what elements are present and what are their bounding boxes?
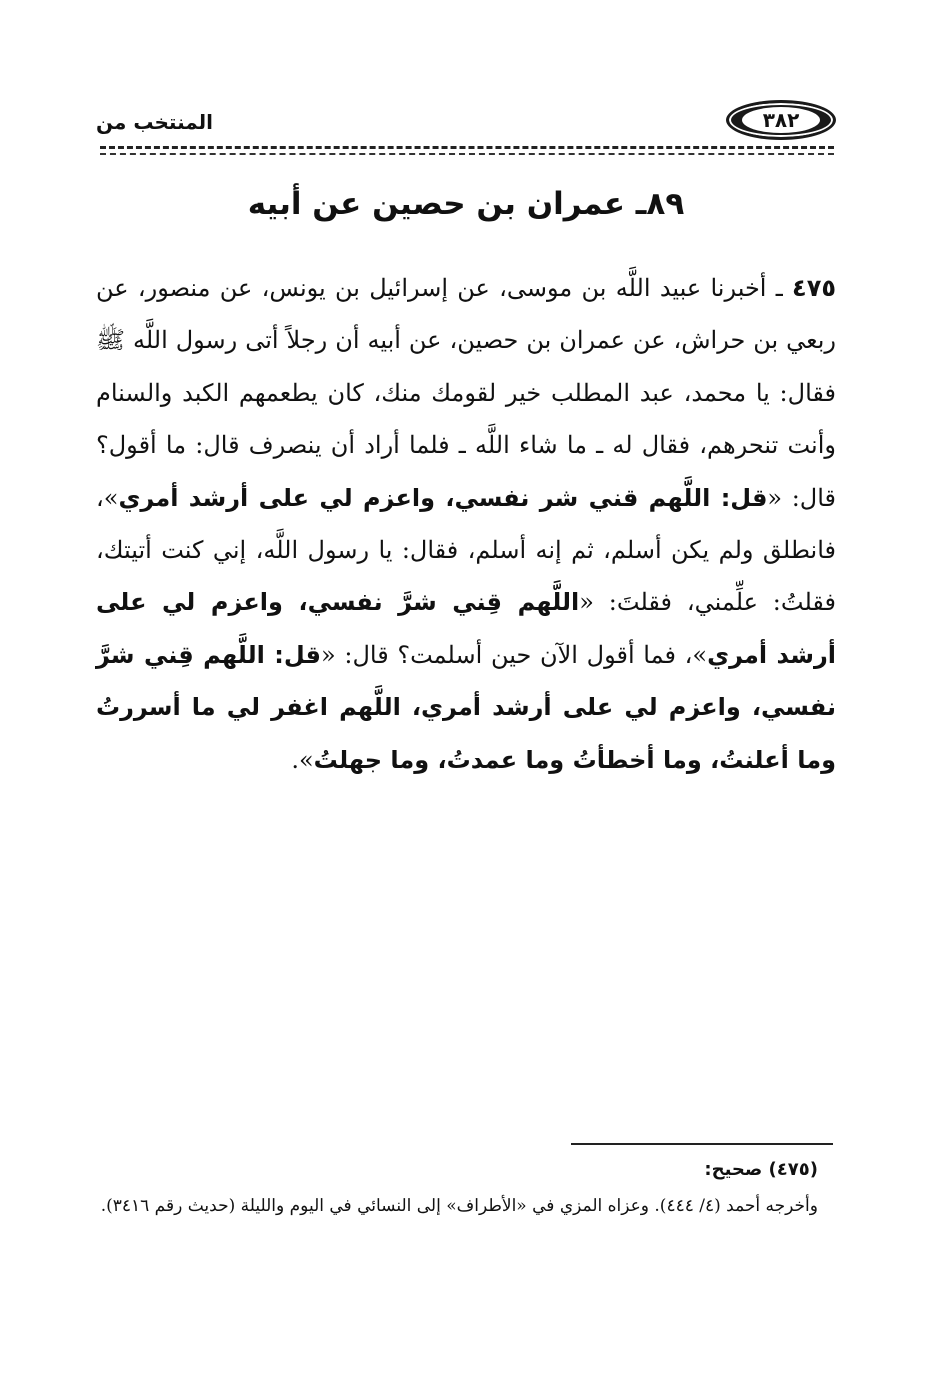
footnote [96,1152,818,1224]
narration-part-1: ـ أخبرنا عبيد اللَّه بن موسى، عن إسرائيل بن يونس، عن منصور، عن ربعي بن حراش، عن عمران بن حصين، عن أبيه أن رجلاً أتى رسول اللَّه ﷺ فقال: يا محمد، عبد المطلب خير لقومك منك، كان يطعمهم الكبد والسنام وأنت تنحرهم، فقال له ـ ما شاء اللَّه ـ فلما أراد أن ينصرف قال: ما أقول؟ قال: « [96,274,836,512]
running-title: المنتخب من [96,110,214,134]
page-number-badge [726,100,836,140]
footnote-heading: (٤٧٥) صحيح: [704,1159,818,1180]
supplication-2: اللَّهم قِني شرَّ نفسي، واعزم لي على أرشد أمري [96,588,837,669]
narration-part-4: ». [291,745,314,774]
narration-part-2: »، فانطلق ولم يكن أسلم، ثم إنه أسلم، فقال: يا رسول اللَّه، إني كنت أتيتك، فقلتُ: علِّمني، فقلتَ: « [96,483,836,617]
header-divider-lower [100,153,834,155]
supplication-1: قل: اللَّهم قني شر نفسي، واعزم لي على أرشد أمري [118,483,768,512]
footnote-divider [571,1143,833,1145]
supplication-3: قل: اللَّهم قِني شرَّ نفسي، واعزم لي على أرشد أمري، اللَّهم اغفر لي ما أسررتُ وما أعلنتُ، وما أخطأتُ وما عمدتُ، وما جهلتُ [96,640,836,774]
chapter-heading: ٨٩ـ عمران بن حصين عن أبيه [247,186,685,222]
hadith-number: ٤٧٥ [792,274,836,302]
page-number: ٣٨٢ [742,107,820,133]
hadith-text [96,262,836,786]
footnote-text: وأخرجه أحمد (٤/ ٤٤٤). وعزاه المزي في «الأطراف» إلى النسائي في اليوم والليلة (حديث رقم ٣٤١٦). [100,1196,818,1216]
narration-part-3: »، فما أقول الآن حين أسلمت؟ قال: « [321,640,708,669]
running-header [96,96,836,144]
header-divider [100,146,834,149]
